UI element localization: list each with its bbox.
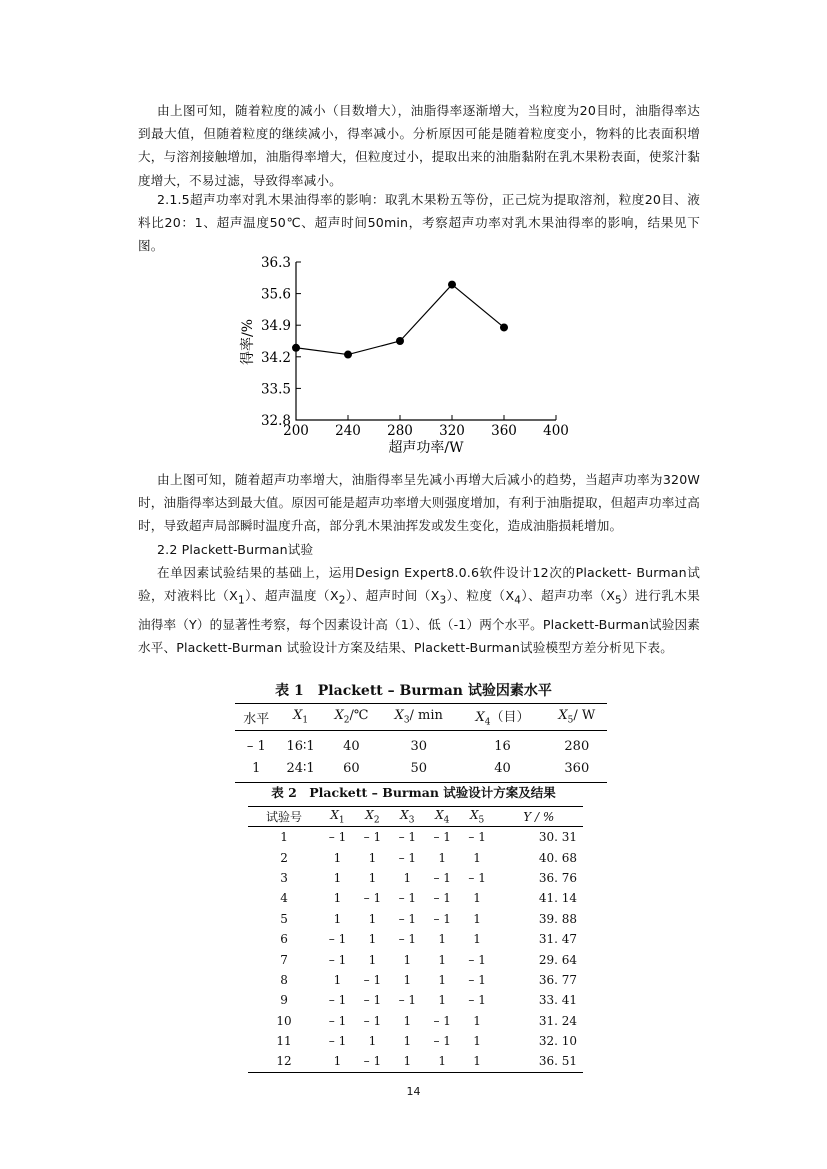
data-point [448,281,456,289]
section-heading-2-2: 2.2 Plackett-Burman试验 [157,541,314,557]
table-cell: 2 [280,850,288,865]
table-cell: 29. 64 [538,952,577,967]
y-tick-label: 35.6 [260,286,291,303]
y-ticks [261,255,301,429]
table-cell: 40. 68 [538,850,577,865]
table-header-cell: $X_5/$ W [547,704,607,731]
table-cell: 1 [235,757,278,783]
x-ticks [283,415,569,439]
table-cell: 360 [547,757,607,783]
table-cell: – 1 [328,993,347,1008]
table-header-cell: $X_3/$ min [379,704,458,731]
table1-title: 表 1 Plackett – Burman 试验因素水平 [275,683,552,699]
table-header-cell: $X_4$ [425,807,460,827]
table-cell: 1 [368,870,377,885]
table-header-cell: Y / % [495,807,583,827]
table-row [248,1011,583,1031]
table-cell: – 1 [433,1034,451,1049]
table-cell: 1 [333,972,342,987]
table-cell: – 1 [363,972,382,987]
table-cell: 1 [473,1013,481,1028]
table-row [248,970,583,990]
table-cell: 36. 76 [538,870,577,885]
table-cell: 36. 77 [538,972,577,987]
table-cell: – 1 [246,738,266,754]
paragraph-text: 由上图可知，随着超声功率增大，油脂得率呈先减小再增大后减小的趋势，当超声功率为320W时，油脂得率达到最大值。原因可能是超声功率增大则强度增加，有利于油脂提取，但超声功率过高时，导致超声局部瞬时温度升高，部分乳木果油挥发或发生变化，造成油脂损耗增加。 [138,472,700,534]
x-tick-label: 320 [439,423,465,439]
table-header-cell: $X_1$ [278,704,324,731]
table-cell: 1 [460,1051,495,1072]
table-row [248,990,583,1010]
table-header-cell: $X_2/℃$ [324,704,380,731]
table-cell: – 1 [433,891,451,906]
table-cell: – 1 [328,932,347,947]
table-cell: 50 [379,757,458,783]
table-cell: – 1 [433,870,451,885]
table-cell: – 1 [398,830,417,845]
table-cell: – 1 [328,830,347,845]
data-point [344,351,352,359]
paragraph-section-2-1-5 [138,188,700,258]
axes [296,262,556,420]
table-row [248,888,583,908]
table-cell: 1 [425,1051,460,1072]
x-tick-label: 360 [491,423,517,439]
table-row [248,909,583,929]
table-cell: 16∶1 [286,738,315,754]
table-cell: 1 [368,932,377,947]
table-cell: 33. 41 [538,993,577,1008]
table1-header-row [235,704,607,731]
table-cell: 1 [438,972,447,987]
table-cell: 16 [494,738,511,754]
table1-factor-levels [235,703,607,783]
table-header-cell: $X_4$（目） [458,704,546,731]
table-cell: – 1 [433,1013,451,1028]
page-number: 14 [406,1085,421,1098]
table-cell: 40 [458,757,546,783]
table-cell: 1 [320,1051,355,1072]
table-cell: 1 [333,891,342,906]
table-cell: 1 [368,1034,377,1049]
table-cell: – 1 [363,830,382,845]
table-cell: 1 [368,850,377,865]
table-cell: 9 [280,993,288,1008]
table-cell: – 1 [398,850,417,865]
table-cell: 1 [280,830,288,845]
table-cell: 1 [403,1013,412,1028]
table-header-cell: $X_5$ [460,807,495,827]
table-cell: 1 [368,911,377,926]
table-cell: 1 [473,850,481,865]
paragraph-pb-intro: 在单因素试验结果的基础上，运用Design Expert8.0.6软件设计12次的Plackett- Burman试验，对液料比$(X_1)$、超声温度$(X_2)$、超声时间$(X_3)$、粒度$(X_4)$、超声功率$(X_5)$进行乳木果油得率（Y）的显著性考察，每个因素设计高（1）、低（-1）两个水平。Plackett-Burman试验因素水平、Plackett-Burman 试验设计方案及结果、Plackett-Burman试验模型方差分析见下表。 [138,564,701,655]
table-cell: 1 [403,972,412,987]
table-cell: 7 [280,952,288,967]
table-cell: 30 [410,738,427,754]
y-axis-label: 得率/% [240,318,256,366]
table-header-cell: $X_2$ [355,807,390,827]
paragraph-particle-size [138,99,700,192]
table-cell: 1 [368,952,377,967]
table-row [235,757,607,783]
table-row [248,827,583,848]
table-cell: 40 [343,738,360,754]
table-row [248,868,583,888]
table-cell: – 1 [468,830,486,845]
table-cell: – 1 [328,952,347,967]
table-cell: 1 [473,1034,481,1049]
table-cell: – 1 [363,1013,382,1028]
table-cell: 31. 24 [538,1013,577,1028]
x-tick-label: 200 [283,423,309,439]
y-tick-label: 34.2 [260,349,291,366]
table-cell: 1 [438,850,447,865]
axis-lines [296,262,556,420]
x-tick-label: 240 [335,423,361,439]
table2-design-results [248,806,583,1073]
table-cell: 1 [403,952,412,967]
x-tick-label: 400 [543,423,569,439]
table-row [248,949,583,969]
table-cell: – 1 [468,952,486,967]
data-point [500,323,508,331]
table-cell: 1 [333,850,342,865]
table-cell: – 1 [363,993,382,1008]
table-cell: 1 [473,932,481,947]
table-cell: 1 [333,911,342,926]
data-point [292,344,300,352]
data-point [396,337,404,345]
table-cell: – 1 [433,911,451,926]
table-cell: 6 [280,932,288,947]
table-cell: 41. 14 [538,891,577,906]
table-cell: 10 [276,1013,292,1028]
table-cell: 3 [280,870,288,885]
data-points [292,281,508,359]
table-cell: – 1 [433,830,451,845]
table-cell: – 1 [398,911,417,926]
paragraph-power-result [138,468,700,659]
x-axis-label: 超声功率/W [388,440,464,456]
table-cell: – 1 [328,1034,347,1049]
table-cell: – 1 [355,1051,390,1072]
y-tick-label: 32.8 [260,413,291,429]
table-cell: 1 [333,870,342,885]
table-cell: 8 [280,972,288,987]
power-yield-chart [230,252,580,464]
table-cell: 1 [473,891,481,906]
y-tick-label: 33.5 [260,381,291,398]
table-cell: 60 [324,757,380,783]
table-header-cell: 试验号 [248,807,320,827]
table-cell: 5 [280,911,288,926]
table-cell: 11 [276,1034,292,1049]
table-cell: – 1 [398,891,417,906]
table-cell: 39. 88 [538,911,577,926]
table-cell: 36. 51 [495,1051,583,1072]
y-tick-label: 34.9 [260,318,291,335]
table-row [235,731,607,758]
table-cell: – 1 [398,932,417,947]
table-cell: 280 [564,738,590,754]
table-cell: 24∶1 [278,757,324,783]
table-cell: – 1 [328,1013,347,1028]
table-cell: 1 [438,932,447,947]
table2-title: 表 2 Plackett – Burman 试验设计方案及结果 [271,785,556,800]
table-cell: 12 [248,1051,320,1072]
table-cell: 32. 10 [538,1034,577,1049]
table-cell: – 1 [468,972,486,987]
table-cell: – 1 [398,993,417,1008]
table-cell: 1 [473,911,481,926]
table-header-cell: $X_1$ [320,807,355,827]
table-cell: 1 [438,993,447,1008]
table-cell: 1 [438,952,447,967]
paragraph-text: 由上图可知，随着粒度的减小（目数增大），油脂得率逐渐增大，当粒度为20目时，油脂得率达到最大值，但随着粒度的继续减小，得率减小。分析原因可能是随着粒度变小，物料的比表面积增大，与溶剂接触增加，油脂得率增大，但粒度过小，提取出来的油脂黏附在乳木果粉表面，使浆汁黏度增大，不易过滤，导致得率减小。 [138,103,700,188]
table-row [248,929,583,949]
x-tick-label: 280 [387,423,413,439]
table-row [248,1031,583,1051]
table-header-cell: 水平 [235,704,278,731]
table2-header-row [248,807,583,827]
table-row [248,1051,583,1072]
y-tick-label: 36.3 [260,255,291,271]
paragraph-text: 2.1.5超声功率对乳木果油得率的影响：取乳木果粉五等份，正己烷为提取溶剂，粒度20目、液料比20：1、超声温度50℃、超声时间50min，考察超声功率对乳木果油得率的影响，结果见下图。 [138,192,700,254]
table-cell: 4 [280,891,288,906]
table-row [248,847,583,867]
table-cell: – 1 [468,870,486,885]
table-cell: 1 [390,1051,425,1072]
table-cell: – 1 [363,891,382,906]
table-header-cell: $X_3$ [390,807,425,827]
table-cell: 1 [403,870,412,885]
table-cell: 1 [403,1034,412,1049]
table-cell: 30. 31 [538,830,577,845]
table-cell: – 1 [468,993,486,1008]
table-cell: 31. 47 [538,932,577,947]
